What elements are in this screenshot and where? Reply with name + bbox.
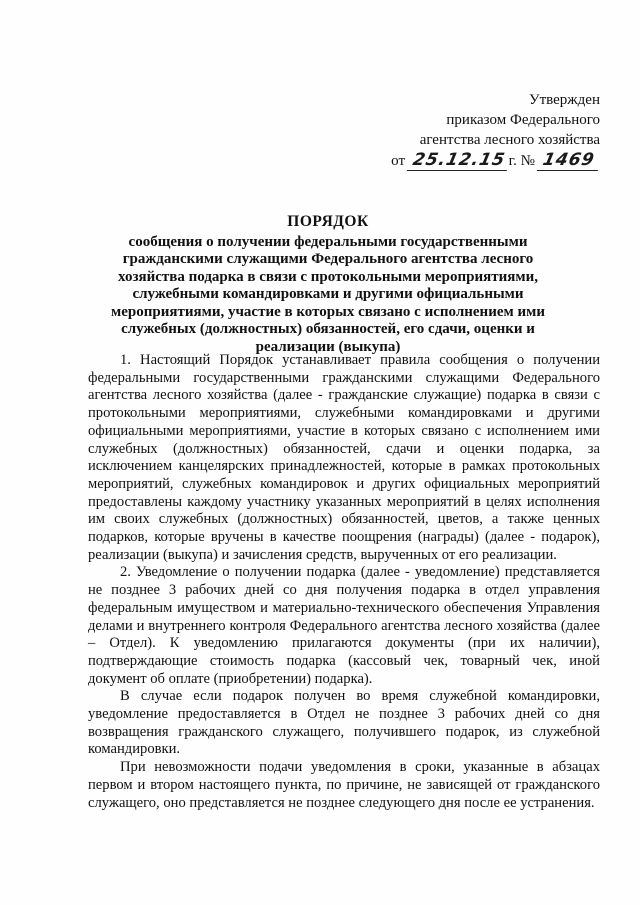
year-suffix: г. <box>508 153 517 169</box>
paragraph-4: При невозможности подачи уведомления в сроки, указанные в абзацах первом и втором настоящего пункта, по причине, не зависящей от гражданского служащего, оно представляется не позднее следующего дня после ее устранения. <box>88 759 600 811</box>
document-subtitle: сообщения о получении федеральными государственными гражданскими служащими Федерального агентства лесного хозяйства подарка в связи с протокольными мероприятиями, служебными командировками и другими официальными мероприятиями, участие в которых связано с исполнением ими служебных (должностных) обязанностей, его сдачи, оценки и реализации (выкупа) <box>111 233 545 355</box>
document-title: ПОРЯДОК <box>287 213 369 230</box>
document-body <box>88 352 600 812</box>
approval-line-2: приказом Федерального <box>446 112 600 128</box>
from-label: от <box>391 153 405 169</box>
approval-stamp-block <box>340 90 600 171</box>
handwritten-date: 25.12.15 <box>407 150 511 171</box>
approval-line-3: агентства лесного хозяйства <box>419 132 600 148</box>
paragraph-3: В случае если подарок получен во время служебной командировки, уведомление предоставляется в Отдел не позднее 3 рабочих дней со дня возвращения гражданского служащего, получившего подарок, из служебной командировки. <box>88 688 600 758</box>
number-label: № <box>520 153 535 169</box>
document-title-block <box>88 213 568 356</box>
paragraph-2: 2. Уведомление о получении подарка (далее - уведомление) представляется не позднее 3 рабочих дней со дня получения подарка в отдел управления федеральным имуществом и материально-технического обеспечения Управления делами и внутреннего контроля Федерального агентства лесного хозяйства (далее – Отдел). К уведомлению прилагаются документы (при их наличии), подтверждающие стоимость подарка (кассовый чек, товарный чек, иной документ об оплате (приобретении) подарка). <box>88 564 600 687</box>
approval-line-1: Утвержден <box>528 92 600 108</box>
handwritten-number: 1469 <box>536 150 602 171</box>
approval-date-number-line <box>391 150 600 171</box>
paragraph-1: 1. Настоящий Порядок устанавливает правила сообщения о получении федеральными государственными гражданскими служащими Федерального агентства лесного хозяйства (далее - гражданские служащие) подарка в связи с протокольными мероприятиями, служебными командировками и другими официальными мероприятиями, участие в которых связано с исполнением ими служебных (должностных) обязанностей, сдачи и оценки подарка, за исключением канцелярских принадлежностей, которые в рамках протокольных мероприятий, служебных командировок и других официальных мероприятий предоставлены каждому участнику указанных мероприятий в целях исполнения им своих служебных (должностных) обязанностей, цветов, а также ценных подарков, которые вручены в качестве поощрения (награды) (далее - подарок), реализации (выкупа) и зачисления средств, вырученных от его реализации. <box>88 352 600 563</box>
